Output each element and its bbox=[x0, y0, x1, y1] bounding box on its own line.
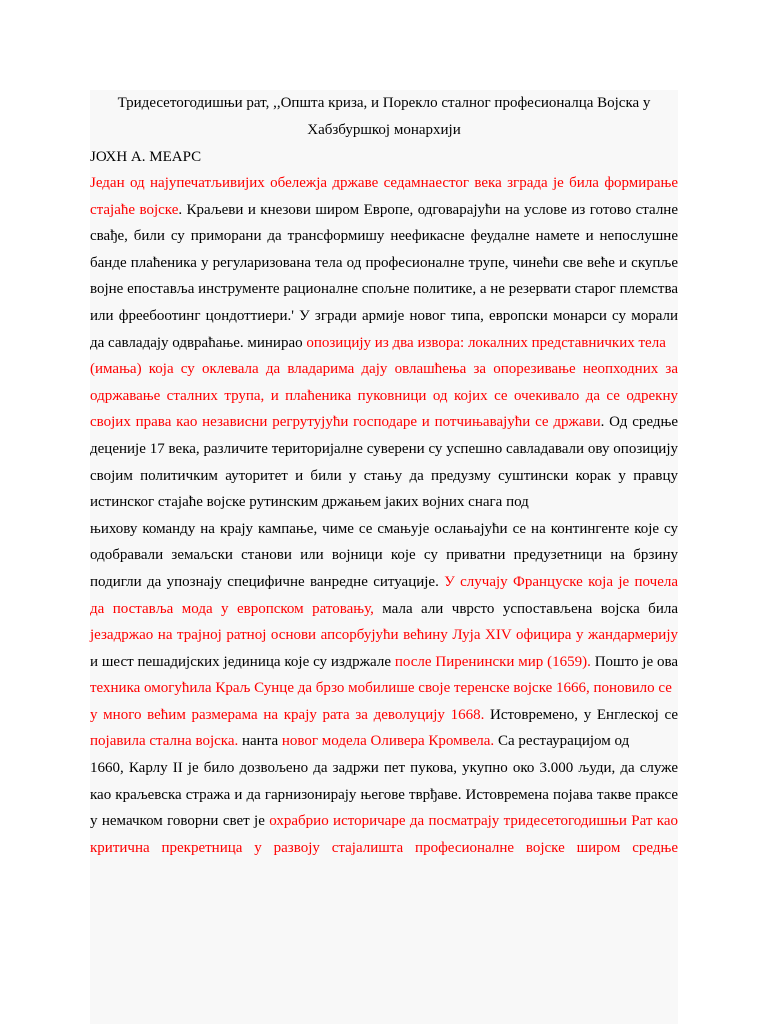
text-run: Са рестаурацијом од bbox=[494, 733, 630, 750]
text-run: Пошто је ова bbox=[590, 653, 678, 670]
text-run: после Пиренински мир (1659). bbox=[394, 653, 591, 670]
text-run: . Од средње деценије 17 века, различите територијалне суверени су успешно савладавали ову опозицију својим политичким ауторитет и били у стању да предузму суштински корак у правцу истинског стајаће војске рутинским држањем јаких војних снага под bbox=[90, 414, 678, 511]
text-run: и шест пешадијских јединица које су издржале bbox=[90, 653, 395, 670]
paragraph-5 bbox=[90, 755, 678, 861]
text-run: Један од најупечатљивијих обележја државе седамнаестог века зграда је била формирање стајаће војске bbox=[90, 175, 678, 218]
text-run: (имања) која су оклевала да владарима дају овлашћења за опорезивање неопходних за одржавање сталних трупа, и плаћеника пуковници од којих се очекивало да се одрекну својих права као независни регрутујући господаре и потчињавајући се држави bbox=[90, 361, 678, 431]
text-run: Истовремено, у Енглеској се bbox=[484, 706, 678, 723]
paragraph-3 bbox=[90, 516, 678, 702]
text-run: 1660, Карлу II је било дозвољено да задржи пет пукова, укупно око 3.000 људи, да служе као краљевска стража и да гарнизонирају његове тврђаве. Истовремена појава такве праксе у немачком говорни свет је bbox=[90, 760, 678, 830]
text-run: новог модела Оливера Кромвела. bbox=[281, 733, 495, 750]
document-author: ЈОХН А. МЕАРС bbox=[90, 149, 202, 165]
text-run: У случају Француске која је почела да поставља мода у европском ратовању, bbox=[90, 573, 678, 617]
text-run: техника омогућила Краљ Сунце да брзо мобилише своје теренске војске 1666, поновило се bbox=[90, 680, 672, 697]
text-run: у много већим размерама на крају рата за деволуцију 1668. bbox=[90, 706, 485, 723]
text-run: мала али чврсто успостављена војска била bbox=[373, 600, 678, 617]
text-run: охрабрио историчаре да посматрају тридесетогодишњи Рат као критична прекретница у развоју стајалишта професионалне војске широм средње bbox=[90, 813, 678, 856]
text-run: опозицију из два извора: локалних представничких тела bbox=[306, 334, 666, 351]
document-title: Тридесетогодишњи рат, ,,Општа криза, и Порекло сталног професионалца Војска у Хабзбуршкој монархији bbox=[117, 95, 651, 138]
paragraph-2 bbox=[90, 356, 678, 516]
text-run: појавила стална војска. bbox=[90, 733, 239, 750]
text-run: језадржао на трајној ратној основи апсорбујући већину Луја XIV официра у жандармерију bbox=[90, 627, 678, 644]
text-run: . Краљеви и кнезови широм Европе, одговарајући на услове из готово сталне свађе, били су приморани да трансформишу неефикасне феудалне намете и непослушне банде плаћеника у регуларизована тела од професионалне трупе, чинећи све веће и скупље војне епоставља инструменте рационалне спољне политике, а не резервати старог племства или фреебоотинг цондоттиери.' У згради армије новог типа, европски монарси су морали да савладају одвраћање. минирао bbox=[90, 201, 678, 351]
text-run: нанта bbox=[238, 733, 282, 750]
text-run: њихову команду на крају кампање, чиме се смањује ослањајући се на контингенте које су одобравали земаљски станови или војници које су приватни предузетници на брзину подигли да упознају специфичне ванредне ситуације. bbox=[90, 520, 678, 590]
paragraph-1 bbox=[90, 170, 678, 356]
document-page bbox=[90, 90, 678, 1024]
paragraph-4 bbox=[90, 702, 678, 755]
